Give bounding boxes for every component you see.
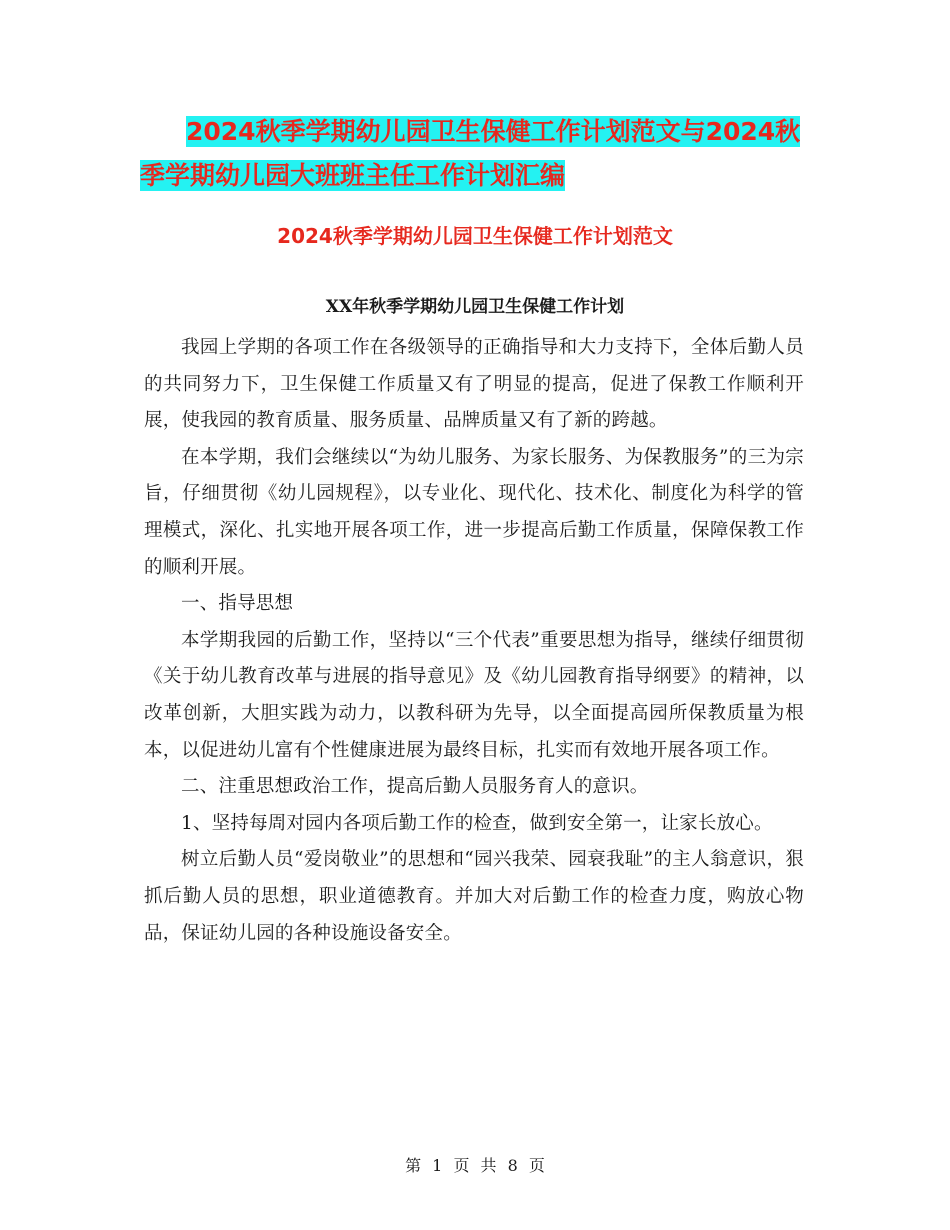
page-number: 第 1 页 共 8 页 [405,1156,545,1175]
section-heading: 二、注重思想政治工作，提高后勤人员服务育人的意识。 [181,776,649,798]
document-title [140,110,820,198]
paragraph: 1、坚持每周对园内各项后勤工作的检查，做到安全第一，让家长放心。 [181,812,773,834]
paragraph: 本学期我园的后勤工作，坚持以“三个代表”重要思想为指导，继续仔细贯彻《关于幼儿教育改革与进展的指导意见》及《幼儿园教育指导纲要》的精神，以改革创新，大胆实践为动力，以教科研为先导，以全面提高园所保教质量为根本，以促进幼儿富有个性健康进展为最终目标，扎实而有效地开展各项工作。 [144,629,804,761]
paragraph: 在本学期，我们会继续以“为幼儿服务、为家长服务、为保教服务”的三为宗旨，仔细贯彻《幼儿园规程》，以专业化、现代化、技术化、制度化为科学的管理模式，深化、扎实地开展各项工作，进一步提高后勤工作质量，保障保教工作的顺利开展。 [144,446,804,578]
plan-heading: XX年秋季学期幼儿园卫生保健工作计划 [325,297,625,317]
title-line-1: 2024秋季学期幼儿园卫生保健工作计划范文与2024秋 [186,117,801,146]
title-line-2: 季学期幼儿园大班班主任工作计划汇编 [140,161,566,190]
section-title: 2024秋季学期幼儿园卫生保健工作计划范文 [277,224,673,248]
paragraph: 我园上学期的各项工作在各级领导的正确指导和大力支持下，全体后勤人员的共同努力下，卫生保健工作质量又有了明显的提高，促进了保教工作顺利开展，使我园的教育质量、服务质量、品牌质量又有了新的跨越。 [144,337,804,432]
section-heading: 一、指导思想 [181,593,294,615]
document-body [144,330,804,952]
paragraph: 树立后勤人员“爱岗敬业”的思想和“园兴我荣、园衰我耻”的主人翁意识，狠抓后勤人员的思想，职业道德教育。并加大对后勤工作的检查力度，购放心物品，保证幼儿园的各种设施设备安全。 [144,849,804,944]
